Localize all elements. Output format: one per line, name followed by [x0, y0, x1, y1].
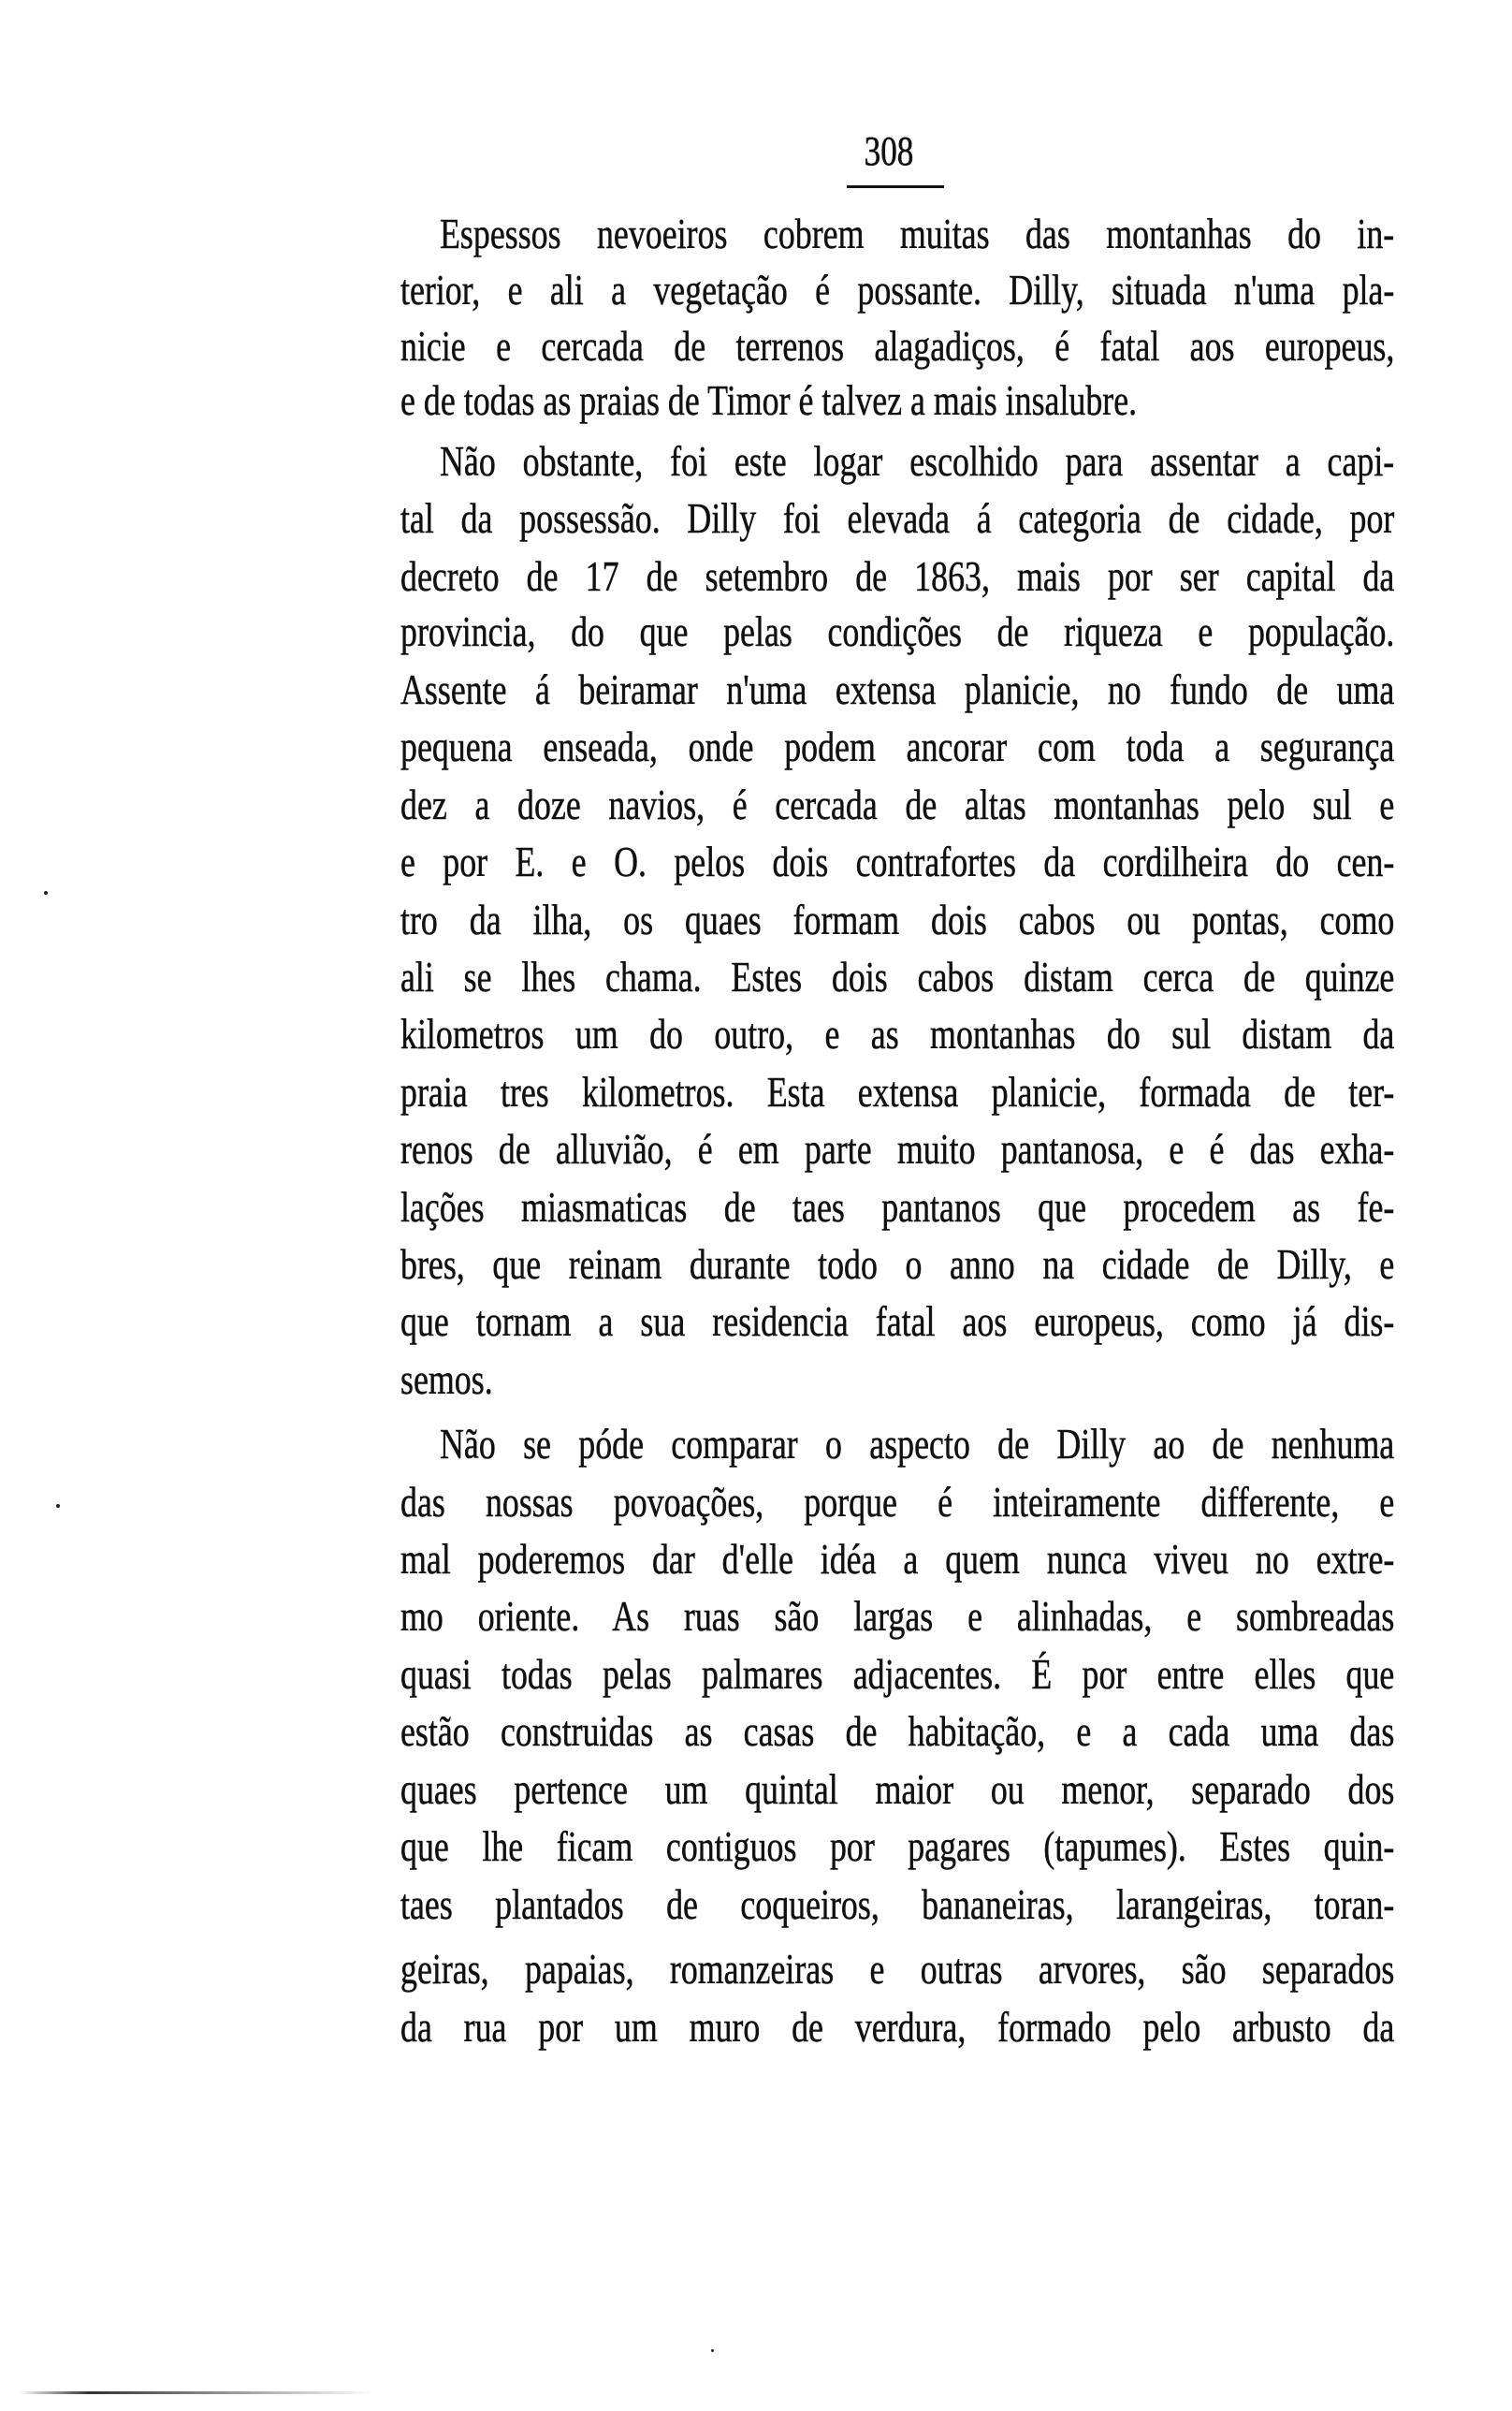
text-line: kilometros um do outro, e as montanhas do sul distam da	[400, 1010, 1395, 1058]
page-number: 308	[864, 128, 914, 174]
text-line: pequena enseada, onde podem ancorar com toda a segurança	[400, 723, 1395, 770]
page-number-rule	[847, 185, 944, 188]
text-line: renos de alluvião, é em parte muito pantanosa, e é das exha-	[400, 1125, 1395, 1173]
scan-speck	[44, 891, 48, 895]
text-line: taes plantados de coqueiros, bananeiras, larangeiras, toran-	[400, 1880, 1395, 1928]
text-line: decreto de 17 de setembro de 1863, mais por ser capital da	[400, 552, 1395, 600]
scan-speck	[56, 1504, 60, 1508]
text-line: mo oriente. As ruas são largas e alinhadas, e sombreadas	[400, 1592, 1395, 1640]
text-line: Não se póde comparar o aspecto de Dilly ao de nenhuma	[440, 1420, 1395, 1468]
text-line: tal da possessão. Dilly foi elevada á categoria de cidade, por	[400, 494, 1395, 542]
text-line: mal poderemos dar d'elle idéa a quem nunca viveu no extre-	[400, 1535, 1395, 1583]
text-line: Assente á beiramar n'uma extensa planicie, no fundo de uma	[400, 665, 1395, 713]
text-line: nicie e cercada de terrenos alagadiços, é fatal aos europeus,	[400, 322, 1395, 370]
text-line: Espessos nevoeiros cobrem muitas das montanhas do in-	[440, 210, 1395, 257]
text-line: geiras, papaias, romanzeiras e outras arvores, são separados	[400, 1945, 1395, 1993]
text-line: estão construidas as casas de habitação, e a cada uma das	[400, 1707, 1395, 1755]
text-line: e de todas as praias de Timor é talvez a mais insalubre.	[400, 376, 1138, 424]
text-line: provincia, do que pelas condições de riqueza e população.	[400, 607, 1395, 655]
text-line: da rua por um muro de verdura, formado pelo arbusto da	[400, 2003, 1395, 2051]
scan-edge-noise	[19, 2391, 374, 2394]
text-line: tro da ilha, os quaes formam dois cabos ou pontas, como	[400, 896, 1395, 943]
text-line: que lhe ficam contiguos por pagares (tapumes). Estes quin-	[400, 1822, 1395, 1870]
text-line: dez a doze navios, é cercada de altas montanhas pelo sul e	[400, 781, 1395, 828]
text-line: lações miasmaticas de taes pantanos que procedem as fe-	[400, 1183, 1395, 1231]
text-line: e por E. e O. pelos dois contrafortes da cordilheira do cen-	[400, 838, 1395, 885]
text-line: quasi todas pelas palmares adjacentes. É por entre elles que	[400, 1650, 1395, 1698]
text-line: quaes pertence um quintal maior ou menor, separado dos	[400, 1765, 1395, 1813]
text-line: que tornam a sua residencia fatal aos europeus, como já dis-	[400, 1297, 1395, 1345]
text-line: ali se lhes chama. Estes dois cabos distam cerca de quinze	[400, 953, 1395, 1001]
text-line: bres, que reinam durante todo o anno na cidade de Dilly, e	[400, 1240, 1395, 1288]
text-line: semos.	[400, 1355, 493, 1403]
text-line: terior, e ali a vegetação é possante. Dilly, situada n'uma pla-	[400, 266, 1395, 314]
text-line: praia tres kilometros. Esta extensa planicie, formada de ter-	[400, 1068, 1395, 1116]
text-line: Não obstante, foi este logar escolhido para assentar a capi-	[440, 437, 1395, 485]
text-line: das nossas povoações, porque é inteiramente differente, e	[400, 1478, 1395, 1526]
scan-speck	[711, 2349, 714, 2352]
